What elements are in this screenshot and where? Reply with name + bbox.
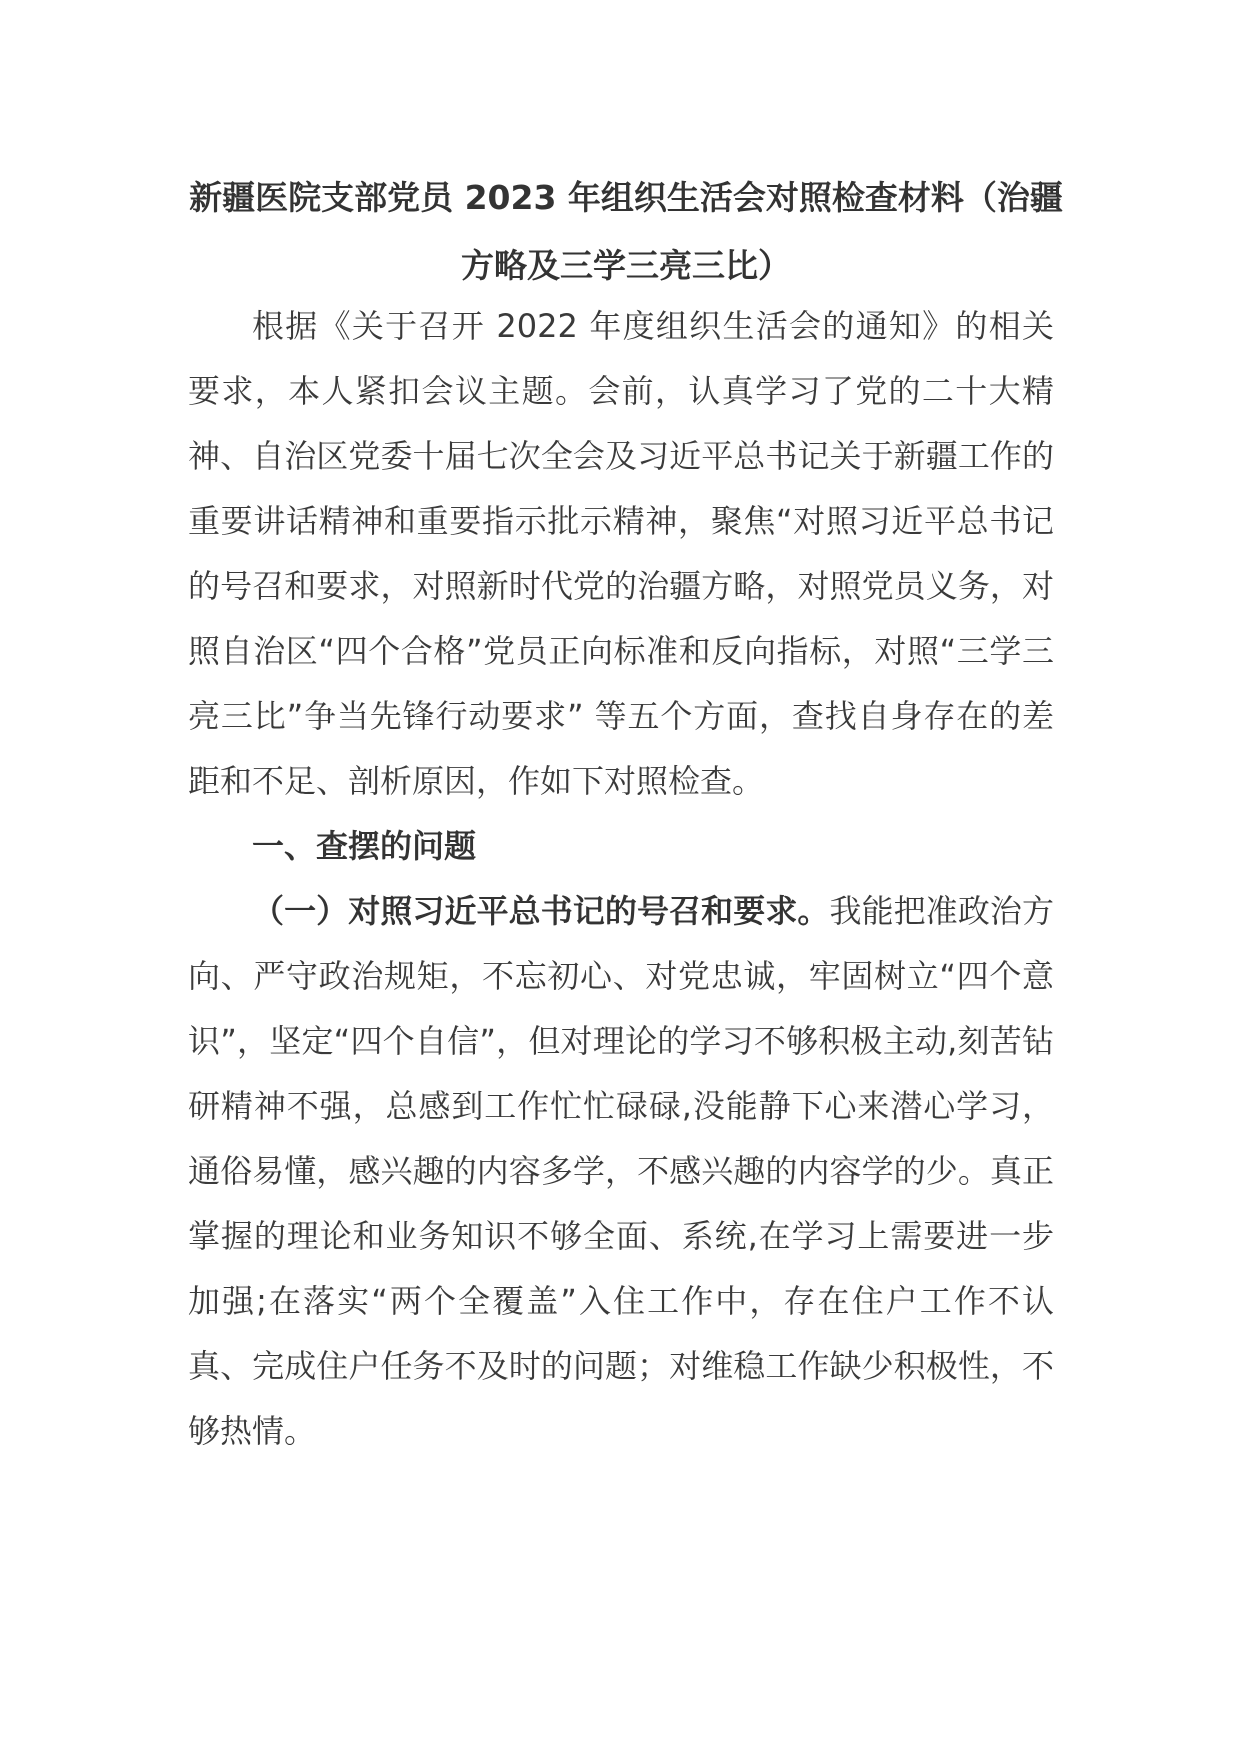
subsection-text: 我能把准政治方向、严守政治规矩，不忘初心、对党忠诚，牢固树立“四个意识”，坚定“四个自信”，但对理论的学习不够积极主动,刻苦钻研精神不强，总感到工作忙忙碌碌,没能静下心来潜心学习，通俗易懂，感兴趣的内容多学，不感兴趣的内容学的少。真正掌握的理论和业务知识不够全面、系统,在学习上需要进一步加强;在落实“两个全覆盖”入住工作中，存在住户工作不认真、完成住户任务不及时的问题；对维稳工作缺少积极性，不够热情。	[188, 892, 1054, 1450]
subsection-lead: （一）对照习近平总书记的号召和要求。	[252, 892, 830, 930]
document-body	[188, 294, 1054, 1464]
intro-paragraph: 根据《关于召开 2022 年度组织生活会的通知》的相关要求，本人紧扣会议主题。会前，认真学习了党的二十大精神、自治区党委十届七次全会及习近平总书记关于新疆工作的重要讲话精神和重要指示批示精神，聚焦“对照习近平总书记的号召和要求，对照新时代党的治疆方略，对照党员义务，对照自治区“四个合格”党员正向标准和反向指标，对照“三学三亮三比”争当先锋行动要求” 等五个方面，查找自身存在的差距和不足、剖析原因，作如下对照检查。	[188, 307, 1054, 800]
section-heading: 一、查摆的问题	[252, 827, 477, 865]
subsection-paragraph	[188, 879, 1054, 1464]
document-title: 新疆医院支部党员 2023 年组织生活会对照检查材料（治疆方略及三学三亮三比）	[189, 178, 1063, 285]
